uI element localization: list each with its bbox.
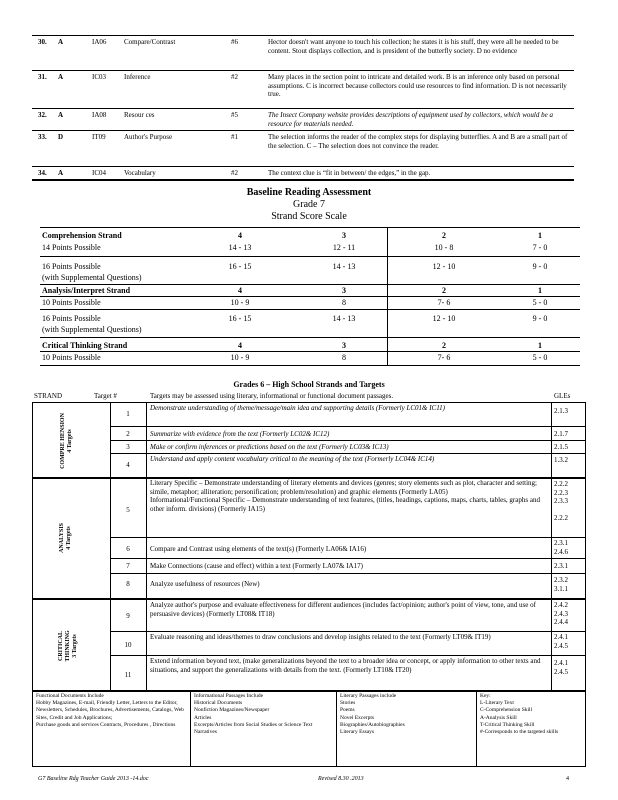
scale-subtitle: Strand Score Scale <box>271 211 347 222</box>
rule <box>336 691 337 767</box>
score-header: 3 <box>342 231 346 240</box>
gle-value: 2.1.5 <box>554 443 568 451</box>
gle-value: 2.3.1 <box>554 562 568 570</box>
scale-grade: Grade 7 <box>293 199 325 210</box>
rule <box>110 537 586 538</box>
strand-name: Comprehension Strand <box>42 231 122 240</box>
strand-name: Analysis/Interpret Strand <box>42 286 131 295</box>
item-number: 33. <box>38 133 47 141</box>
rule <box>32 166 574 167</box>
target-description: Extend information beyond text, (make generalizations beyond the text to a broader idea or concept, or apply information to other texts and situations, and support the generalizations with details from the text. (Formerly LT10& IT20) <box>150 657 541 674</box>
col-header-desc: Targets may be assessed using literary, informational or functional document passages. <box>150 392 394 400</box>
score-range: 10 - 9 <box>230 298 250 307</box>
score-range: 5 - 0 <box>532 353 548 362</box>
item-target: Inference <box>124 73 151 81</box>
target-hash: #2 <box>231 73 238 81</box>
points-sublabel: (with Supplemental Questions) <box>42 273 142 282</box>
target-description: Literary Specific – Demonstrate understanding of literary elements and devices (genres; story elements such as plot, character and setting; simile, metaphor; alliteration; personification; problem/resolution) and graphic elements (Formerly LA05) Informational/Functional Specific – Demonstrate understanding of text features, (titles, headings, captions, maps, charts, tables, graphs and other inform. divisions) (Formerly IA15) <box>150 479 540 513</box>
rule <box>32 130 574 131</box>
target-description: Make Connections (cause and effect) within a text (Formerly LA07& IA17) <box>150 562 363 570</box>
score-header: 2 <box>442 286 446 295</box>
target-number: 1 <box>126 410 130 418</box>
target-number: 8 <box>126 580 130 588</box>
score-range: 7 - 0 <box>532 243 548 252</box>
score-header: 1 <box>538 231 542 240</box>
points-label: 16 Points Possible <box>42 314 101 323</box>
rule <box>110 453 586 454</box>
rationale: The Insect Company website provides descriptions of equipment used by collectors, which would be a resource for materials needed. <box>268 111 553 128</box>
gle-value: 2.3.2 3.1.1 <box>554 576 568 593</box>
score-range: 9 - 0 <box>532 314 548 323</box>
points-label: 14 Points Possible <box>42 243 101 252</box>
score-range: 10 - 8 <box>434 243 454 252</box>
score-range: 5 - 0 <box>532 298 548 307</box>
gle-value: 2.3.1 2.4.6 <box>554 539 568 556</box>
target-number: 5 <box>126 506 130 514</box>
answer-letter: D <box>58 133 64 141</box>
score-range: 7- 6 <box>437 298 451 307</box>
answer-letter: A <box>58 169 64 177</box>
rule <box>110 655 586 656</box>
rule <box>110 631 586 632</box>
col-header-target: Target # <box>94 392 117 400</box>
target-description: Evaluate reasoning and ideas/themes to draw conclusions and develop insights related to the text (Formerly LT09& IT19) <box>150 633 491 641</box>
points-sublabel: (with Supplemental Questions) <box>42 325 142 334</box>
target-number: 9 <box>126 612 130 620</box>
score-range: 7- 6 <box>437 353 451 362</box>
targets-title: Grades 6 – High School Strands and Targets <box>233 380 385 389</box>
item-target: Resour ces <box>124 111 155 119</box>
footnote-functional: Functional Documents Include Hobby Magazines, E-mail, Friendly Letter, Letters to the Editor, Newsletters, Schedules, Brochures, Advertisements, Catalogs, Web Sites, Credit and Job Applications; Purchase goods and services Contracts, Procedures , Directions <box>36 693 184 728</box>
col-header-gle: GLEs <box>554 392 571 400</box>
score-range: 12 - 11 <box>332 243 356 252</box>
score-header: 1 <box>538 341 542 350</box>
gle-value: 2.4.2 2.4.3 2.4.4 <box>554 601 568 626</box>
rationale: The selection informs the reader of the complex steps for displaying butterflies. A and B are a small part of the selection. C – The selection does not convince the reader. <box>268 133 568 150</box>
footer-revised: Revised 8.30 .2013 <box>318 776 364 782</box>
rule <box>32 179 574 181</box>
score-header: 4 <box>238 286 242 295</box>
score-range: 10 - 9 <box>230 353 250 362</box>
rule <box>476 691 477 767</box>
target-hash: #5 <box>231 111 238 119</box>
target-number: 7 <box>126 562 130 570</box>
rule <box>110 558 586 559</box>
scale-title: Baseline Reading Assessment <box>246 187 372 198</box>
item-number: 34. <box>38 169 47 177</box>
item-number: 32. <box>38 111 47 119</box>
gle-value: 2.1.3 <box>554 407 568 415</box>
target-description: Summarize with evidence from the text (Formerly LC02& IC12) <box>150 430 330 438</box>
target-number: 3 <box>126 443 130 451</box>
rule <box>32 108 574 109</box>
rule <box>40 296 580 297</box>
target-hash: #6 <box>231 38 238 46</box>
score-range: 12 - 10 <box>432 314 456 323</box>
score-range: 16 - 15 <box>228 314 252 323</box>
item-code: IC04 <box>92 169 106 177</box>
footnote-key: Key: L-Literary Text C-Comprehension Skill A-Analysis Skill T-Critical Thinking Skill #-Corresponds to the targeted skills <box>480 693 559 736</box>
rationale: Hector doesn't want anyone to touch his collection; he states it is his stuff, they were all he needed to be content. Stout displays collection, and is president of the butterfly society. D no evidence <box>268 38 559 55</box>
rule <box>32 598 586 600</box>
col-header-strand: STRAND <box>34 392 63 400</box>
answer-letter: A <box>58 111 64 119</box>
gle-value: 1.3.2 <box>554 456 568 464</box>
score-header: 2 <box>442 341 446 350</box>
rule <box>32 70 574 71</box>
rule <box>551 402 552 691</box>
points-label: 10 Points Possible <box>42 353 101 362</box>
score-header: 3 <box>342 286 346 295</box>
rule <box>146 402 147 691</box>
score-range: 12 - 10 <box>432 262 456 271</box>
target-description: Demonstrate understanding of theme/message/main idea and supporting details (Formerly LC01& IC11) <box>150 404 446 412</box>
points-label: 10 Points Possible <box>42 298 101 307</box>
target-description: Analyze usefulness of resources (New) <box>150 580 260 588</box>
target-number: 11 <box>124 671 132 679</box>
rule <box>110 426 586 427</box>
score-range: 14 - 13 <box>228 243 252 252</box>
score-header: 1 <box>538 286 542 295</box>
rule <box>40 337 580 338</box>
item-code: IA08 <box>92 111 107 119</box>
rule <box>40 309 580 310</box>
target-number: 10 <box>124 641 132 649</box>
answer-letter: A <box>58 38 64 46</box>
target-number: 6 <box>126 545 130 553</box>
target-description: Analyze author's purpose and evaluate effectiveness for different audiences (includes fact/opinion; author's point of view, tone, and use of persuasive devices) (Formerly LT08& IT18) <box>150 601 536 618</box>
item-code: IA06 <box>92 38 107 46</box>
page-number: 4 <box>566 776 569 782</box>
gle-value: 2.4.1 2.4.5 <box>554 633 568 650</box>
rule <box>110 440 586 441</box>
rule <box>32 35 574 36</box>
item-code: IC03 <box>92 73 106 81</box>
item-code: IT09 <box>92 133 106 141</box>
item-target: Author's Purpose <box>124 133 173 141</box>
item-target: Vocabulary <box>124 169 156 177</box>
score-range: 16 - 15 <box>228 262 252 271</box>
target-description: Make or confirm inferences or predictions based on the text (Formerly LC03& IC13) <box>150 443 389 451</box>
strand-label-critical-thinking: CRITICAL THINKING 3 Targets <box>58 630 78 662</box>
strand-name: Critical Thinking Strand <box>42 341 128 350</box>
target-description: Compare and Contrast using elements of the text(s) (Formerly LA06& IA16) <box>150 545 367 553</box>
rationale: Many places in the section point to intricate and detailed work. B is an inference only based on personal assumptions. C is incorrect because collectors could use resources to find information. D is not necessarily true. <box>268 73 567 98</box>
rule <box>40 284 580 285</box>
rule <box>40 227 580 228</box>
target-number: 4 <box>126 461 130 469</box>
item-target: Compare/Contrast <box>124 38 176 46</box>
score-header: 2 <box>442 231 446 240</box>
strand-label-analysis: ANALYSIS 4 Targets <box>59 523 72 553</box>
gle-value: 2.2.2 2.2.3 2.3.3 2.2.2 <box>554 480 568 522</box>
score-range: 14 - 13 <box>332 262 356 271</box>
item-number: 31. <box>38 73 47 81</box>
strand-label-comprehension: COMPRE HENSION 4 Targets <box>60 413 73 469</box>
rationale: The context clue is “fit in between/ the edges,” in the gap. <box>268 169 431 177</box>
rule <box>40 256 580 257</box>
footer-filename: G7 Baseline Rdg Teacher Guide 2013 -14.doc <box>38 776 149 782</box>
footnote-literary: Literary Passages include Stories Poems Novel Excerpts Biographies/Autobiographies Literary Essays <box>340 693 405 736</box>
rule <box>190 691 191 767</box>
target-number: 2 <box>126 430 130 438</box>
target-hash: #1 <box>231 133 238 141</box>
item-number: 30. <box>38 38 47 46</box>
score-range: 8 <box>342 353 346 362</box>
score-header: 3 <box>342 341 346 350</box>
score-header: 4 <box>238 231 242 240</box>
score-header: 4 <box>238 341 242 350</box>
answer-letter: A <box>58 73 64 81</box>
score-range: 8 <box>342 298 346 307</box>
gle-value: 2.4.1 2.4.5 <box>554 659 568 676</box>
score-range: 14 - 13 <box>332 314 356 323</box>
score-range: 9 - 0 <box>532 262 548 271</box>
rule <box>40 351 580 352</box>
target-hash: #2 <box>231 169 238 177</box>
rule <box>40 365 580 366</box>
target-description: Understand and apply content vocabulary critical to the meaning of the text (Formerly LC04& IC14) <box>150 455 435 463</box>
gle-value: 2.1.7 <box>554 430 568 438</box>
points-label: 16 Points Possible <box>42 262 101 271</box>
footnote-informational: Informational Passages Include Historical Documents Nonfiction Magazines/Newspaper Articles Excerpts/Articles from Social Studies or Science Text Narratives <box>194 693 313 736</box>
rule <box>110 573 586 574</box>
